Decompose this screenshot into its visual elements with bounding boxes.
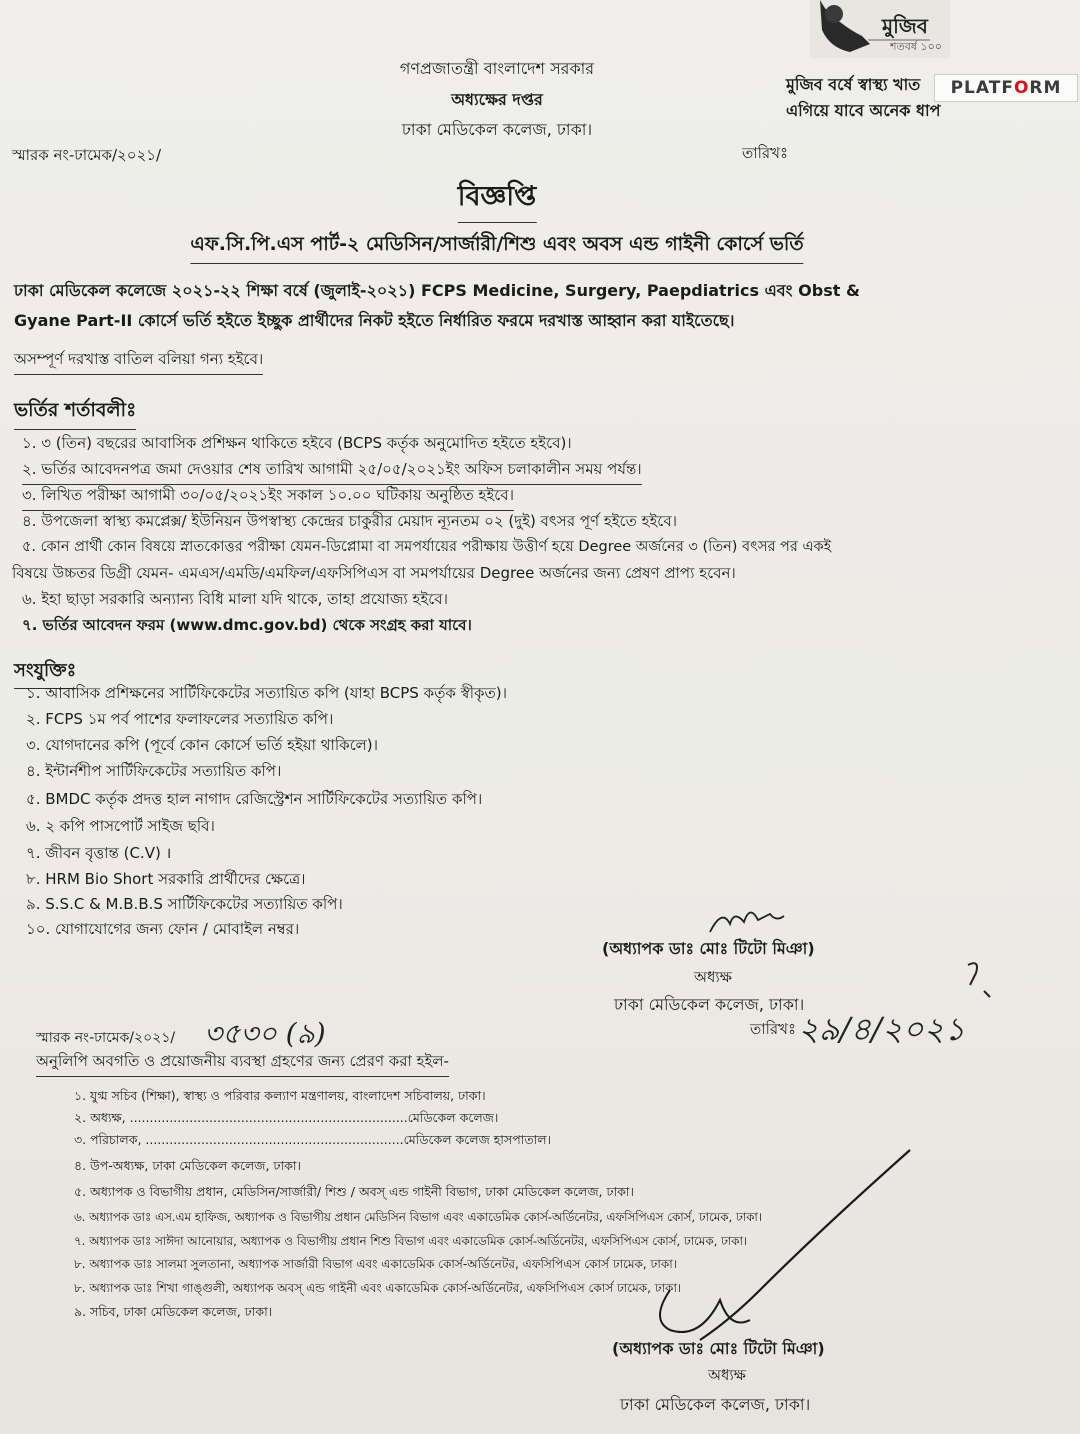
attachment-item: ৩. যোগদানের কপি (পূর্বে কোন কোর্সে ভর্তি হইয়া থাকিলে)। bbox=[26, 736, 379, 754]
copy-item: ৫. অধ্যাপক ও বিভাগীয় প্রধান, মেডিসিন/সার্জারী/ শিশু / অবস্ এন্ড গাইনী বিভাগ, ঢাকা মেডিকেল কলেজ, ঢাকা। bbox=[74, 1184, 635, 1199]
signatory-designation-1: অধ্যক্ষ bbox=[694, 968, 732, 986]
date-label: তারিখঃ bbox=[742, 144, 788, 162]
attachments-heading: সংযুক্তিঃ bbox=[14, 656, 76, 689]
copy-memo: স্মারক নং-ঢামেক/২০২১/ bbox=[36, 1030, 176, 1046]
copy-item: ৬. অধ্যাপক ডাঃ এস.এম হাফিজ, অধ্যাপক ও বিভাগীয় প্রধান মেডিসিন বিভাগ এবং একাডেমিক কোর্স-অর্ডিনেটর, এফসিপিএস কোর্স, ঢামেক, ঢাকা। bbox=[74, 1210, 763, 1224]
signatory-name-1: (অধ্যাপক ডাঃ মোঃ টিটো মিঞা) bbox=[602, 939, 815, 958]
condition-item: ৭. ভর্তির আবেদন ফরম (www.dmc.gov.bd) থেকে সংগ্রহ করা যাবে। bbox=[22, 616, 472, 634]
logo-text: মুজিব bbox=[882, 14, 928, 38]
signatory-org-1: ঢাকা মেডিকেল কলেজ, ঢাকা। bbox=[614, 995, 805, 1014]
signature-date-label: তারিখঃ bbox=[750, 1020, 796, 1038]
notice-body-line2: Gyane Part-II কোর্সে ভর্তি হইতে ইচ্ছুক প্রার্থীদের নিকট হইতে নির্ধারিত ফরমে দরখাস্ত আহ্বান করা যাইতেছে। bbox=[14, 311, 735, 330]
slogan-line2: এগিয়ে যাবে অনেক ধাপ bbox=[786, 101, 941, 120]
attachment-item: ৫. BMDC কর্তৃক প্রদত্ত হাল নাগাদ রেজিস্ট্রেশন সার্টিফিকেটের সত্যায়িত কপি। bbox=[26, 790, 483, 808]
notice-body-line1: ঢাকা মেডিকেল কলেজে ২০২১-২২ শিক্ষা বর্ষে (জুলাই-২০২১) FCPS Medicine, Surgery, Paepdiatrics এবং Obst & bbox=[14, 281, 860, 300]
condition-item-continued: বিষয়ে উচ্চতর ডিগ্রী যেমন- এমএস/এমডি/এমফিল/এফসিপিএস বা সমপর্যায়ের Degree অর্জনের জন্য প্রেষণ প্রাপ্য হবেন। bbox=[12, 564, 736, 582]
conditions-heading: ভর্তির শর্তাবলীঃ bbox=[14, 396, 136, 430]
attachment-item: ১. আবাসিক প্রশিক্ষনের সার্টিফিকেটের সত্যায়িত কপি (যাহা BCPS কর্তৃক স্বীকৃত)। bbox=[26, 684, 507, 702]
condition-item: ৫. কোন প্রার্থী কোন বিষয়ে স্নাতকোত্তর পরীক্ষা যেমন-ডিপ্লোমা বা সমপর্যায়ের পরীক্ষায় উত্তীর্ণ হয়ে Degree অর্জনের ৩ (তিন) বৎসর পর একই bbox=[22, 539, 832, 555]
attachment-item: ২. FCPS ১ম পর্ব পাশের ফলাফলের সত্যায়িত কপি। bbox=[26, 710, 334, 728]
handwritten-mark bbox=[960, 955, 1000, 1005]
copy-item: ৪. উপ-অধ্যক্ষ, ঢাকা মেডিকেল কলেজ, ঢাকা। bbox=[74, 1158, 301, 1173]
copy-item: ৮. অধ্যাপক ডাঃ সালমা সুলতানা, অধ্যাপক সার্জারী বিভাগ এবং একাডেমিক কোর্স-অর্ডিনেটর, এফসিপিএস কোর্স ঢামেক, ঢাকা। bbox=[74, 1257, 677, 1271]
attachment-item: ৮. HRM Bio Short সরকারি প্রার্থীদের ক্ষেত্রে। bbox=[26, 870, 306, 888]
slogan-line1: মুজিব বর্ষে স্বাস্থ্য খাত bbox=[786, 75, 921, 94]
condition-item: ১. ৩ (তিন) বছরের আবাসিক প্রশিক্ষন থাকিতে হইবে (BCPS কর্তৃক অনুমোদিত হইতে হইবে)। bbox=[22, 434, 572, 452]
platform-watermark: PLATFORM bbox=[934, 74, 1078, 102]
attachment-item: ৯. S.S.C & M.B.B.S সার্টিফিকেটের সত্যায়িত কপি। bbox=[26, 895, 343, 913]
college-name: ঢাকা মেডিকেল কলেজ, ঢাকা। bbox=[401, 120, 593, 139]
attachment-item: ১০. যোগাযোগের জন্য ফোন / মোবাইল নম্বর। bbox=[26, 920, 300, 938]
copy-item: ২. অধ্যক্ষ, ......................................................................মেডিকেল কলেজ। bbox=[74, 1110, 499, 1125]
signatory-designation-2: অধ্যক্ষ bbox=[708, 1366, 746, 1384]
copy-item: ৭. অধ্যাপক ডাঃ সাঈদা আনোয়ার, অধ্যাপক ও বিভাগীয় প্রধান শিশু বিভাগ এবং একাডেমিক কোর্স-অর্ডিনেটর, এফসিপিএস কোর্স, ঢামেক, ঢাকা। bbox=[74, 1234, 748, 1248]
office-name: অধ্যক্ষের দপ্তর bbox=[451, 90, 543, 109]
condition-item: ৪. উপজেলা স্বাস্থ্য কমপ্লেক্স/ ইউনিয়ন উপস্বাস্থ্য কেন্দ্রের চাকুরীর মেয়াদ ন্যূনতম ০২ (দুই) বৎসর পূর্ণ হইতে হইবে। bbox=[22, 512, 678, 530]
invalid-note: অসম্পূর্ণ দরখাস্ত বাতিল বলিয়া গন্য হইবে। bbox=[14, 348, 263, 375]
signatory-name-2: (অধ্যাপক ডাঃ মোঃ টিটো মিঞা) bbox=[612, 1339, 825, 1358]
notice-title: বিজ্ঞপ্তি bbox=[458, 176, 537, 223]
condition-item: ২. ভর্তির আবেদনপত্র জমা দেওয়ার শেষ তারিখ আগামী ২৫/০৫/২০২১ইং অফিস চলাকালীন সময় পর্যন্ত। bbox=[22, 458, 642, 485]
copy-item: ১. যুগ্ম সচিব (শিক্ষা), স্বাস্থ্য ও পরিবার কল্যাণ মন্ত্রণালয়, বাংলাদেশ সচিবালয়, ঢাকা। bbox=[74, 1088, 486, 1103]
signature-scribble-2 bbox=[640, 1140, 930, 1360]
attachment-item: ৬. ২ কপি পাসপোর্ট সাইজ ছবি। bbox=[26, 817, 215, 835]
logo-subtext: শতবর্ষ ১০০ bbox=[890, 40, 942, 53]
mujib-logo bbox=[810, 0, 950, 58]
condition-item: ৩. লিখিত পরীক্ষা আগামী ৩০/০৫/২০২১ইং সকাল ১০.০০ ঘটিকায় অনুষ্ঠিত হইবে। bbox=[22, 484, 514, 511]
notice-subtitle: এফ.সি.পি.এস পার্ট-২ মেডিসিন/সার্জারী/শিশু এবং অবস এন্ড গাইনী কোর্সে ভর্তি bbox=[190, 230, 803, 264]
handwritten-memo-number: ৩৫৩০ (৯) bbox=[204, 1017, 326, 1050]
copy-item: ৩. পরিচালক, .................................................................মেডিকেল কলেজ হাসপাতাল। bbox=[74, 1132, 552, 1147]
copy-item: ৮. অধ্যাপক ডাঃ শিখা গাঙ্গুলী, অধ্যাপক অবস্ এন্ড গাইনী এবং একাডেমিক কোর্স-অর্ডিনেটর, এফসিপিএস কোর্স ঢামেক, ঢাকা। bbox=[74, 1281, 682, 1295]
copy-intro: অনুলিপি অবগতি ও প্রয়োজনীয় ব্যবস্থা গ্রহণের জন্য প্রেরণ করা হইল- bbox=[36, 1050, 449, 1077]
memo-number: স্মারক নং-ঢামেক/২০২১/ bbox=[12, 146, 162, 164]
signatory-org-2: ঢাকা মেডিকেল কলেজ, ঢাকা। bbox=[620, 1395, 811, 1414]
copy-item: ৯. সচিব, ঢাকা মেডিকেল কলেজ, ঢাকা। bbox=[74, 1304, 273, 1319]
attachment-item: ৭. জীবন বৃত্তান্ত (C.V) । bbox=[26, 844, 172, 862]
handwritten-date: ২৯/৪/২০২১ bbox=[798, 1010, 966, 1048]
attachment-item: ৪. ইন্টার্নশীপ সার্টিফিকেটের সত্যায়িত কপি। bbox=[26, 762, 282, 780]
govt-name: গণপ্রজাতন্ত্রী বাংলাদেশ সরকার bbox=[399, 59, 595, 78]
condition-item: ৬. ইহা ছাড়া সরকারি অন্যান্য বিধি মালা যদি থাকে, তাহা প্রযোজ্য হইবে। bbox=[22, 590, 448, 608]
